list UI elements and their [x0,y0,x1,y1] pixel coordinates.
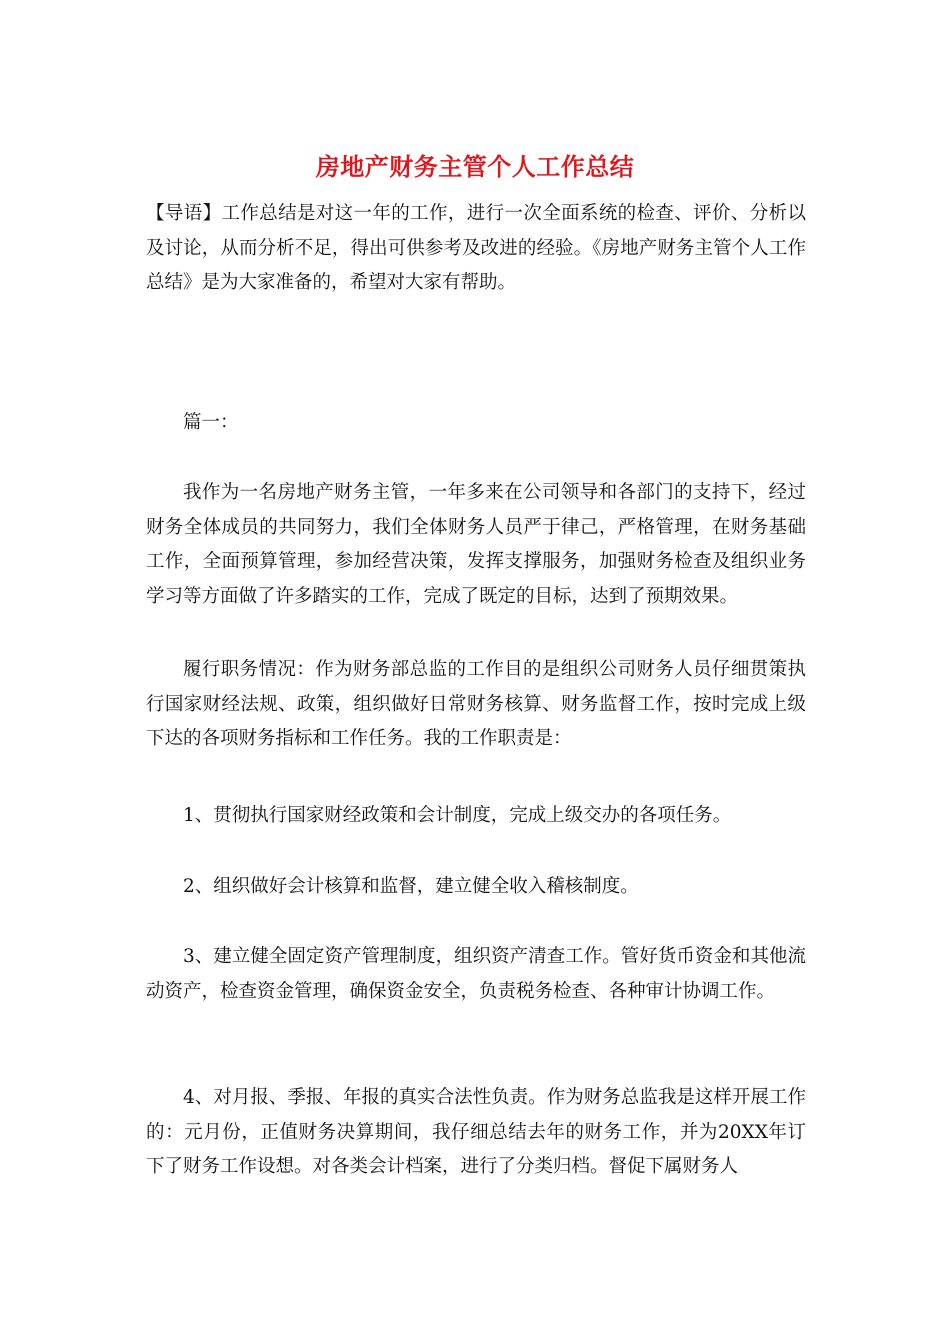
duty-item-2: 2、组织做好会计核算和监督，建立健全收入稽核制度。 [183,876,639,897]
intro-paragraph: 【导语】工作总结是对这一年的工作，进行一次全面系统的检查、评价、分析以及讨论，从而分析不足，得出可供参考及改进的经验。《房地产财务主管个人工作总结》是为大家准备的，希望对大家有帮助。 [146,203,806,294]
duty-item-3: 3、建立健全固定资产管理制度，组织资产清查工作。管好货币资金和其他流动资产，检查资金管理，确保资金安全，负责税务检查、各种审计协调工作。 [146,946,806,1002]
document-title: 房地产财务主管个人工作总结 [315,152,635,181]
body-paragraph-2: 履行职务情况：作为财务部总监的工作目的是组织公司财务人员仔细贯策执行国家财经法规、政策，组织做好日常财务核算、财务监督工作，按时完成上级下达的各项财务指标和工作任务。我的工作职责是： [146,659,806,750]
section-heading: 篇一： [183,412,239,433]
duty-item-1: 1、贯彻执行国家财经政策和会计制度，完成上级交办的各项任务。 [183,805,732,826]
body-paragraph-1: 我作为一名房地产财务主管，一年多来在公司领导和各部门的支持下，经过财务全体成员的共同努力，我们全体财务人员严于律己，严格管理，在财务基础工作，全面预算管理，参加经营决策，发挥支撑服务，加强财务检查及组织业务学习等方面做了许多踏实的工作，完成了既定的目标，达到了预期效果。 [146,482,806,607]
duty-item-4: 4、对月报、季报、年报的真实合法性负责。作为财务总监我是这样开展工作的：元月份，正值财务决算期间，我仔细总结去年的财务工作，并为20XX年订下了财务工作设想。对各类会计档案，进行了分类归档。督促下属财务人 [146,1087,806,1178]
